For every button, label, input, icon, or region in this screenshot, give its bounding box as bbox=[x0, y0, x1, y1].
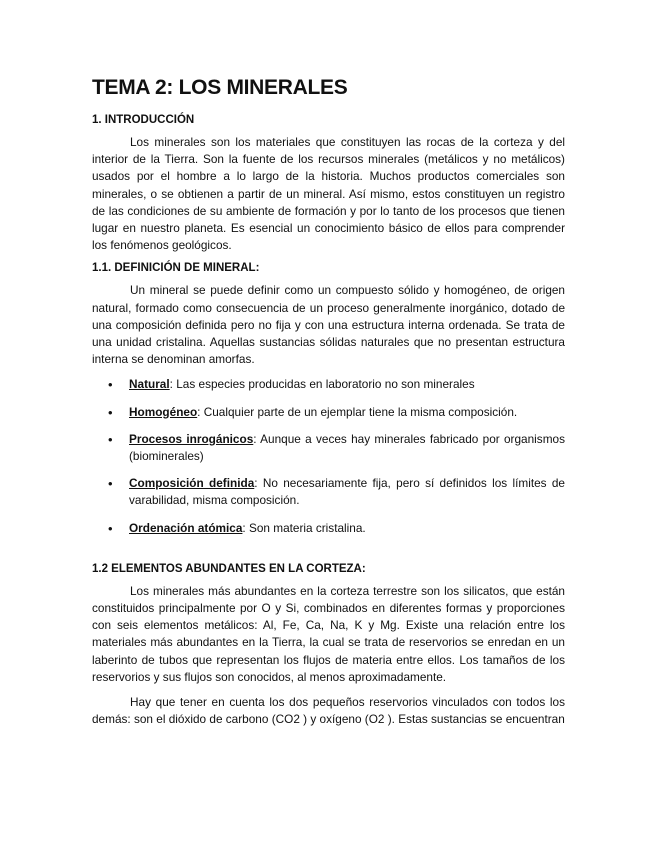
bullet-term: Homogéneo bbox=[129, 404, 198, 419]
bullet-text: : Cualquier parte de un ejemplar tiene la misma composición. bbox=[197, 404, 518, 419]
bullet-term: Ordenación atómica bbox=[129, 520, 243, 535]
section-heading: 1. INTRODUCCIÓN bbox=[92, 114, 195, 126]
list-item bbox=[92, 376, 565, 393]
paragraph: Los minerales más abundantes en la corteza terrestre son los silicatos, que están constituidos principalmente por O y Si, combinados en diferentes formas y proporciones con seis elementos metálicos: Al, Fe, Ca, Na, K y Mg. Existe una relación entre los materiales más abundantes en la Tierra, la cual se trata de reservorios se enredan en un laberinto de tubos que representan los flujos de materia entre ellos. Los tamaños de los reservorios y sus flujos son conocidos, al menos aproximadamente. bbox=[92, 583, 565, 684]
bullet-text: : Las especies producidas en laboratorio no son minerales bbox=[169, 377, 475, 392]
bullet-text: : Aunque a veces hay minerales fabricado por organismos (biominerales) bbox=[129, 431, 565, 464]
paragraph: Un mineral se puede definir como un compuesto sólido y homogéneo, de origen natural, formado como consecuencia de un proceso generalmente inorgánico, dotado de una composición definida pero no fija y con una estructura interna ordenada. Se trata de una unidad cristalina. Aquellas sustancias sólidas naturales que no presentan estructura interna se denominan amorfas. bbox=[92, 283, 565, 367]
bullet-text: : No necesariamente fija, pero sí definidos los límites de varabilidad, misma composición. bbox=[129, 476, 565, 508]
list-item bbox=[92, 431, 565, 465]
spacer bbox=[92, 551, 565, 563]
list-item bbox=[92, 475, 565, 509]
document-title: TEMA 2: LOS MINERALES bbox=[92, 76, 348, 99]
section-definicion-mineral bbox=[92, 262, 565, 536]
bullet-text: : Son materia cristalina. bbox=[242, 520, 366, 535]
bullet-list bbox=[92, 376, 565, 536]
list-item bbox=[92, 404, 565, 421]
list-item bbox=[92, 520, 565, 537]
bullet-term: Natural bbox=[129, 377, 170, 392]
section-heading: 1.2 ELEMENTOS ABUNDANTES EN LA CORTEZA: bbox=[92, 562, 366, 575]
section-introduccion bbox=[92, 114, 565, 254]
paragraph: Hay que tener en cuenta los dos pequeños reservorios vinculados con todos los demás: son el dióxido de carbono (CO2 ) y oxígeno (O2 ). Estas sustancias se encuentran bbox=[92, 695, 565, 727]
section-heading: 1.1. DEFINICIÓN DE MINERAL: bbox=[92, 262, 260, 275]
bullet-term: Composición definida bbox=[129, 476, 255, 491]
bullet-term: Procesos inrogánicos bbox=[129, 431, 254, 446]
section-elementos-abundantes bbox=[92, 563, 565, 729]
paragraph: Los minerales son los materiales que constituyen las rocas de la corteza y del interior de la Tierra. Son la fuente de los recursos minerales (metálicos y no metálicos) usados por el hombre a lo largo de la historia. Muchos productos comerciales son minerales, o se obtienen a partir de un mineral. Así mismo, estos constituyen un registro de las condiciones de su ambiente de formación y por lo tanto de los procesos que tienen lugar en nuestro planeta. Es esencial un conocimiento básico de ellos para comprender los fenómenos geológicos. bbox=[92, 135, 565, 253]
